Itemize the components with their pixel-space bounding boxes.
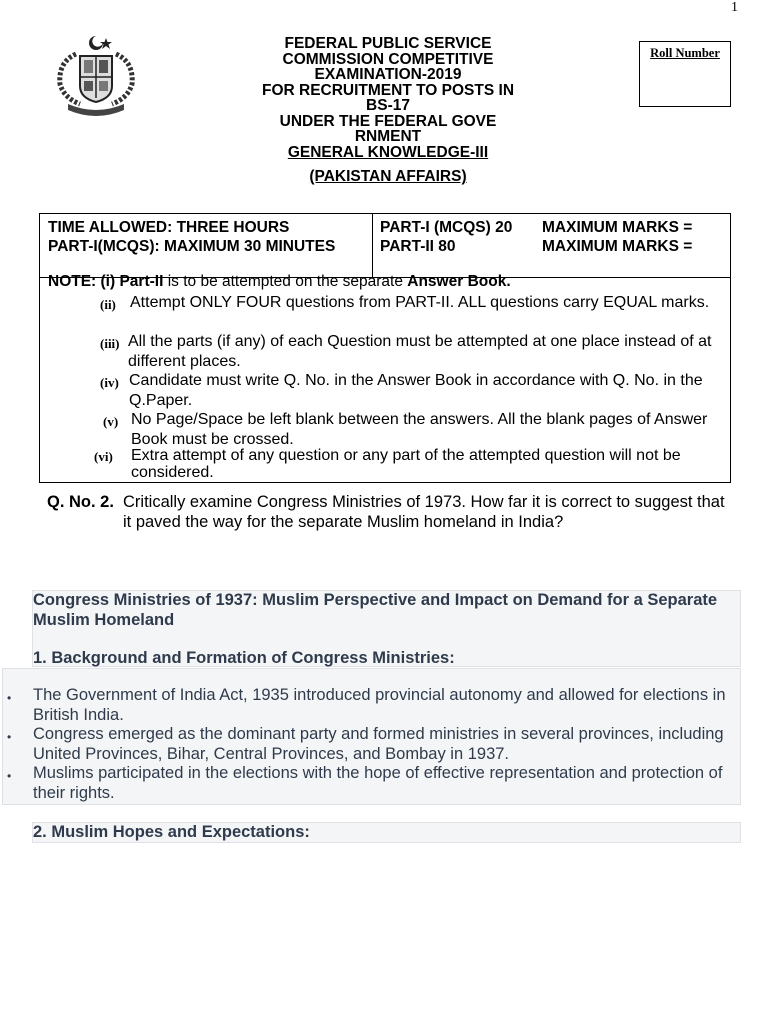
header-line: FEDERAL PUBLIC SERVICE (284, 35, 492, 52)
instruction-text: Candidate must write Q. No. in the Answer Book in accordance with Q. No. in the Q.Paper. (129, 372, 703, 409)
bullet-icon: • (7, 691, 12, 705)
instruction-text: No Page/Space be left blank between the answers. All the blank pages of Answer Book must be crossed. (131, 411, 708, 448)
header-line: BS-17 (366, 97, 410, 114)
page-number: 1 (731, 0, 738, 15)
instruction-number: (vi) (94, 449, 113, 464)
question-label: Q. No. 2. (47, 493, 114, 511)
instruction-item (100, 371, 729, 410)
section-heading: 1. Background and Formation of Congress Ministries: (33, 649, 455, 667)
instruction-item (94, 447, 731, 481)
time-allowed: TIME ALLOWED: THREE HOURS (48, 219, 290, 236)
instructions-box (39, 213, 731, 483)
answer-title: Congress Ministries of 1937: Muslim Perspective and Impact on Demand for a Separate Muslim Homeland (33, 591, 718, 629)
state-emblem-icon (46, 32, 146, 116)
section-2-block (32, 822, 741, 843)
roll-number-box[interactable] (639, 41, 731, 107)
note-answer-book: Answer Book. (407, 273, 511, 290)
answer-title-block (32, 590, 741, 667)
instruction-item (103, 410, 731, 449)
instruction-item (100, 293, 730, 313)
header-line: EXAMINATION-2019 (314, 66, 462, 83)
section-heading: 2. Muslim Hopes and Expectations: (33, 823, 310, 841)
roll-number-label: Roll Number (650, 46, 720, 60)
instruction-text: Attempt ONLY FOUR questions from PART-II. ALL questions carry EQUAL marks. (130, 294, 710, 311)
instruction-number: (ii) (100, 297, 116, 312)
list-item: Congress emerged as the dominant party and formed ministries in several provinces, including United Provinces, Bihar, Central Provinces, and Bombay in 1937. (33, 725, 724, 763)
instruction-number: (iii) (100, 336, 120, 351)
note-i (48, 274, 511, 290)
instruction-text: All the parts (if any) of each Question must be attempted at one place instead of at different places. (128, 333, 712, 370)
instruction-number: (v) (103, 414, 119, 429)
cell-divider (372, 214, 373, 277)
note-text: is to be attempted on the separate (163, 273, 408, 290)
part1-time: PART-I(MCQS): MAXIMUM 30 MINUTES (48, 238, 336, 255)
header-line: FOR RECRUITMENT TO POSTS IN (261, 81, 515, 99)
bullet-icon: • (7, 730, 12, 744)
header-line: RNMENT (354, 128, 422, 145)
instruction-text: Extra attempt of any question or any part of the attempted question will not be considered. (131, 447, 681, 481)
list-item: The Government of India Act, 1935 introduced provincial autonomy and allowed for elections in British India. (33, 686, 726, 724)
bullet-list (2, 668, 741, 805)
list-item: Muslims participated in the elections with the hope of effective representation and protection of their rights. (33, 764, 723, 802)
question-text: Critically examine Congress Ministries of 1973. How far it is correct to suggest that it paved the way for the separate Muslim homeland in India? (123, 493, 725, 531)
time-marks-row (40, 214, 730, 278)
note-label: NOTE: (i) (48, 273, 116, 290)
instruction-number: (iv) (100, 375, 119, 390)
maximum-marks: MAXIMUM MARKS = MAXIMUM MARKS = (542, 219, 693, 255)
time-allowed-cell (48, 218, 368, 256)
instruction-item (100, 332, 728, 371)
paper-title: GENERAL KNOWLEDGE-III (287, 143, 489, 161)
exam-header (230, 36, 546, 185)
bullet-icon: • (7, 769, 12, 783)
header-line: COMMISSION COMPETITIVE (282, 50, 494, 68)
paper-subtitle: (PAKISTAN AFFAIRS) (309, 168, 467, 185)
header-line: UNDER THE FEDERAL GOVE (279, 112, 497, 130)
note-part: Part-II (119, 273, 164, 290)
parts-list: PART-I (MCQS) 20 PART-II 80 (380, 219, 513, 255)
